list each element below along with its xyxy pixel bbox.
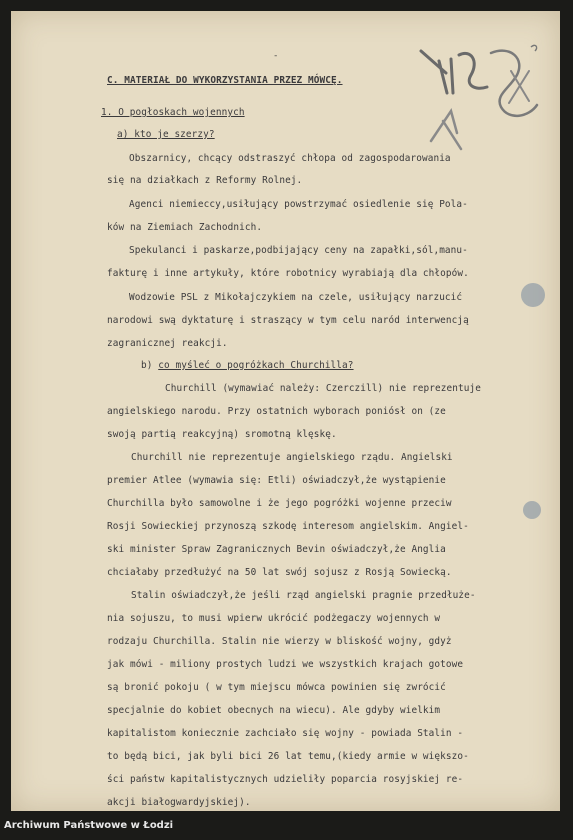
text-line: jak mówi - miliony prostych ludzi we wszystkich krajach gotowe: [107, 659, 464, 670]
text-line: swoją partią reakcyjną) sromotną klęskę.: [107, 429, 337, 440]
text-line: Rosji Sowieckiej przynoszą szkodę interesom angielskim. Angiel-: [107, 521, 469, 532]
document-body: [11, 11, 560, 811]
text-line: Obszarnicy, chcący odstraszyć chłopa od zagospodarowania: [129, 153, 451, 164]
text-line: specjalnie do kobiet obecnych na wiecu). Ale gdyby wielkim: [107, 705, 441, 716]
subsection-b-title: [141, 360, 354, 372]
text-line: Churchilla było samowolne i że jego pogróżki wojenne przeciw: [107, 498, 452, 509]
text-line: fakturę i inne artykuły, które robotnicy wyrabiają dla chłopów.: [107, 268, 469, 279]
text-line: narodowi swą dyktaturę i straszący w tym celu naród interwencją: [107, 315, 469, 326]
text-line: chciałaby przedłużyć na 50 lat swój sojusz z Rosją Sowiecką.: [107, 567, 452, 578]
section-title: 1. O pogłoskach wojennych: [101, 107, 245, 118]
archive-footer-label: Archiwum Państwowe w Łodzi: [4, 820, 174, 831]
text-line: Stalin oświadczył,że jeśli rząd angielski pragnie przedłuże-: [131, 590, 476, 601]
subsection-b-text: co myśleć o pogróżkach Churchilla?: [158, 360, 354, 371]
subsection-a-title: a) kto je szerzy?: [117, 129, 215, 140]
text-line: Churchill (wymawiać należy: Czerczill) nie reprezentuje: [165, 383, 481, 394]
document-heading: C. MATERIAŁ DO WYKORZYSTANIA PRZEZ MÓWCĘ.: [107, 75, 343, 86]
subsection-b-prefix: b): [141, 360, 159, 371]
page-dash-mark: -: [273, 51, 279, 61]
text-line: kapitalistom koniecznie zachciało się wojny - powiada Stalin -: [107, 728, 464, 739]
text-line: ści państw kapitalistycznych udzieliły poparcia rosyjskiej re-: [107, 774, 464, 785]
text-line: nia sojuszu, to musi wpierw ukrócić podżegaczy wojennych w: [107, 613, 441, 624]
text-line: ski minister Spraw Zagranicznych Bevin oświadczył,że Anglia: [107, 544, 446, 555]
text-line: się na działkach z Reformy Rolnej.: [107, 175, 303, 186]
document-page: [11, 11, 560, 811]
text-line: są bronić pokoju ( w tym miejscu mówca powinien się zwrócić: [107, 682, 446, 693]
text-line: akcji białogwardyjskiej).: [107, 797, 251, 808]
text-line: zagranicznej reakcji.: [107, 338, 228, 349]
text-line: angielskiego narodu. Przy ostatnich wyborach poniósł on (ze: [107, 406, 446, 417]
text-line: Spekulanci i paskarze,podbijający ceny na zapałki,sól,manu-: [129, 245, 468, 256]
text-line: premier Atlee (wymawia się: Etli) oświadczył,że wystąpienie: [107, 475, 446, 486]
text-line: to będą bici, jak byli bici 26 lat temu,(kiedy armie w większo-: [107, 751, 469, 762]
text-line: rodzaju Churchilla. Stalin nie wierzy w bliskość wojny, gdyż: [107, 636, 452, 647]
text-line: Wodzowie PSL z Mikołajczykiem na czele, usiłujący narzucić: [129, 292, 463, 303]
text-line: Churchill nie reprezentuje angielskiego rządu. Angielski: [131, 452, 453, 463]
text-line: ków na Ziemiach Zachodnich.: [107, 222, 263, 233]
text-line: Agenci niemieccy,usiłujący powstrzymać osiedlenie się Pola-: [129, 199, 468, 210]
